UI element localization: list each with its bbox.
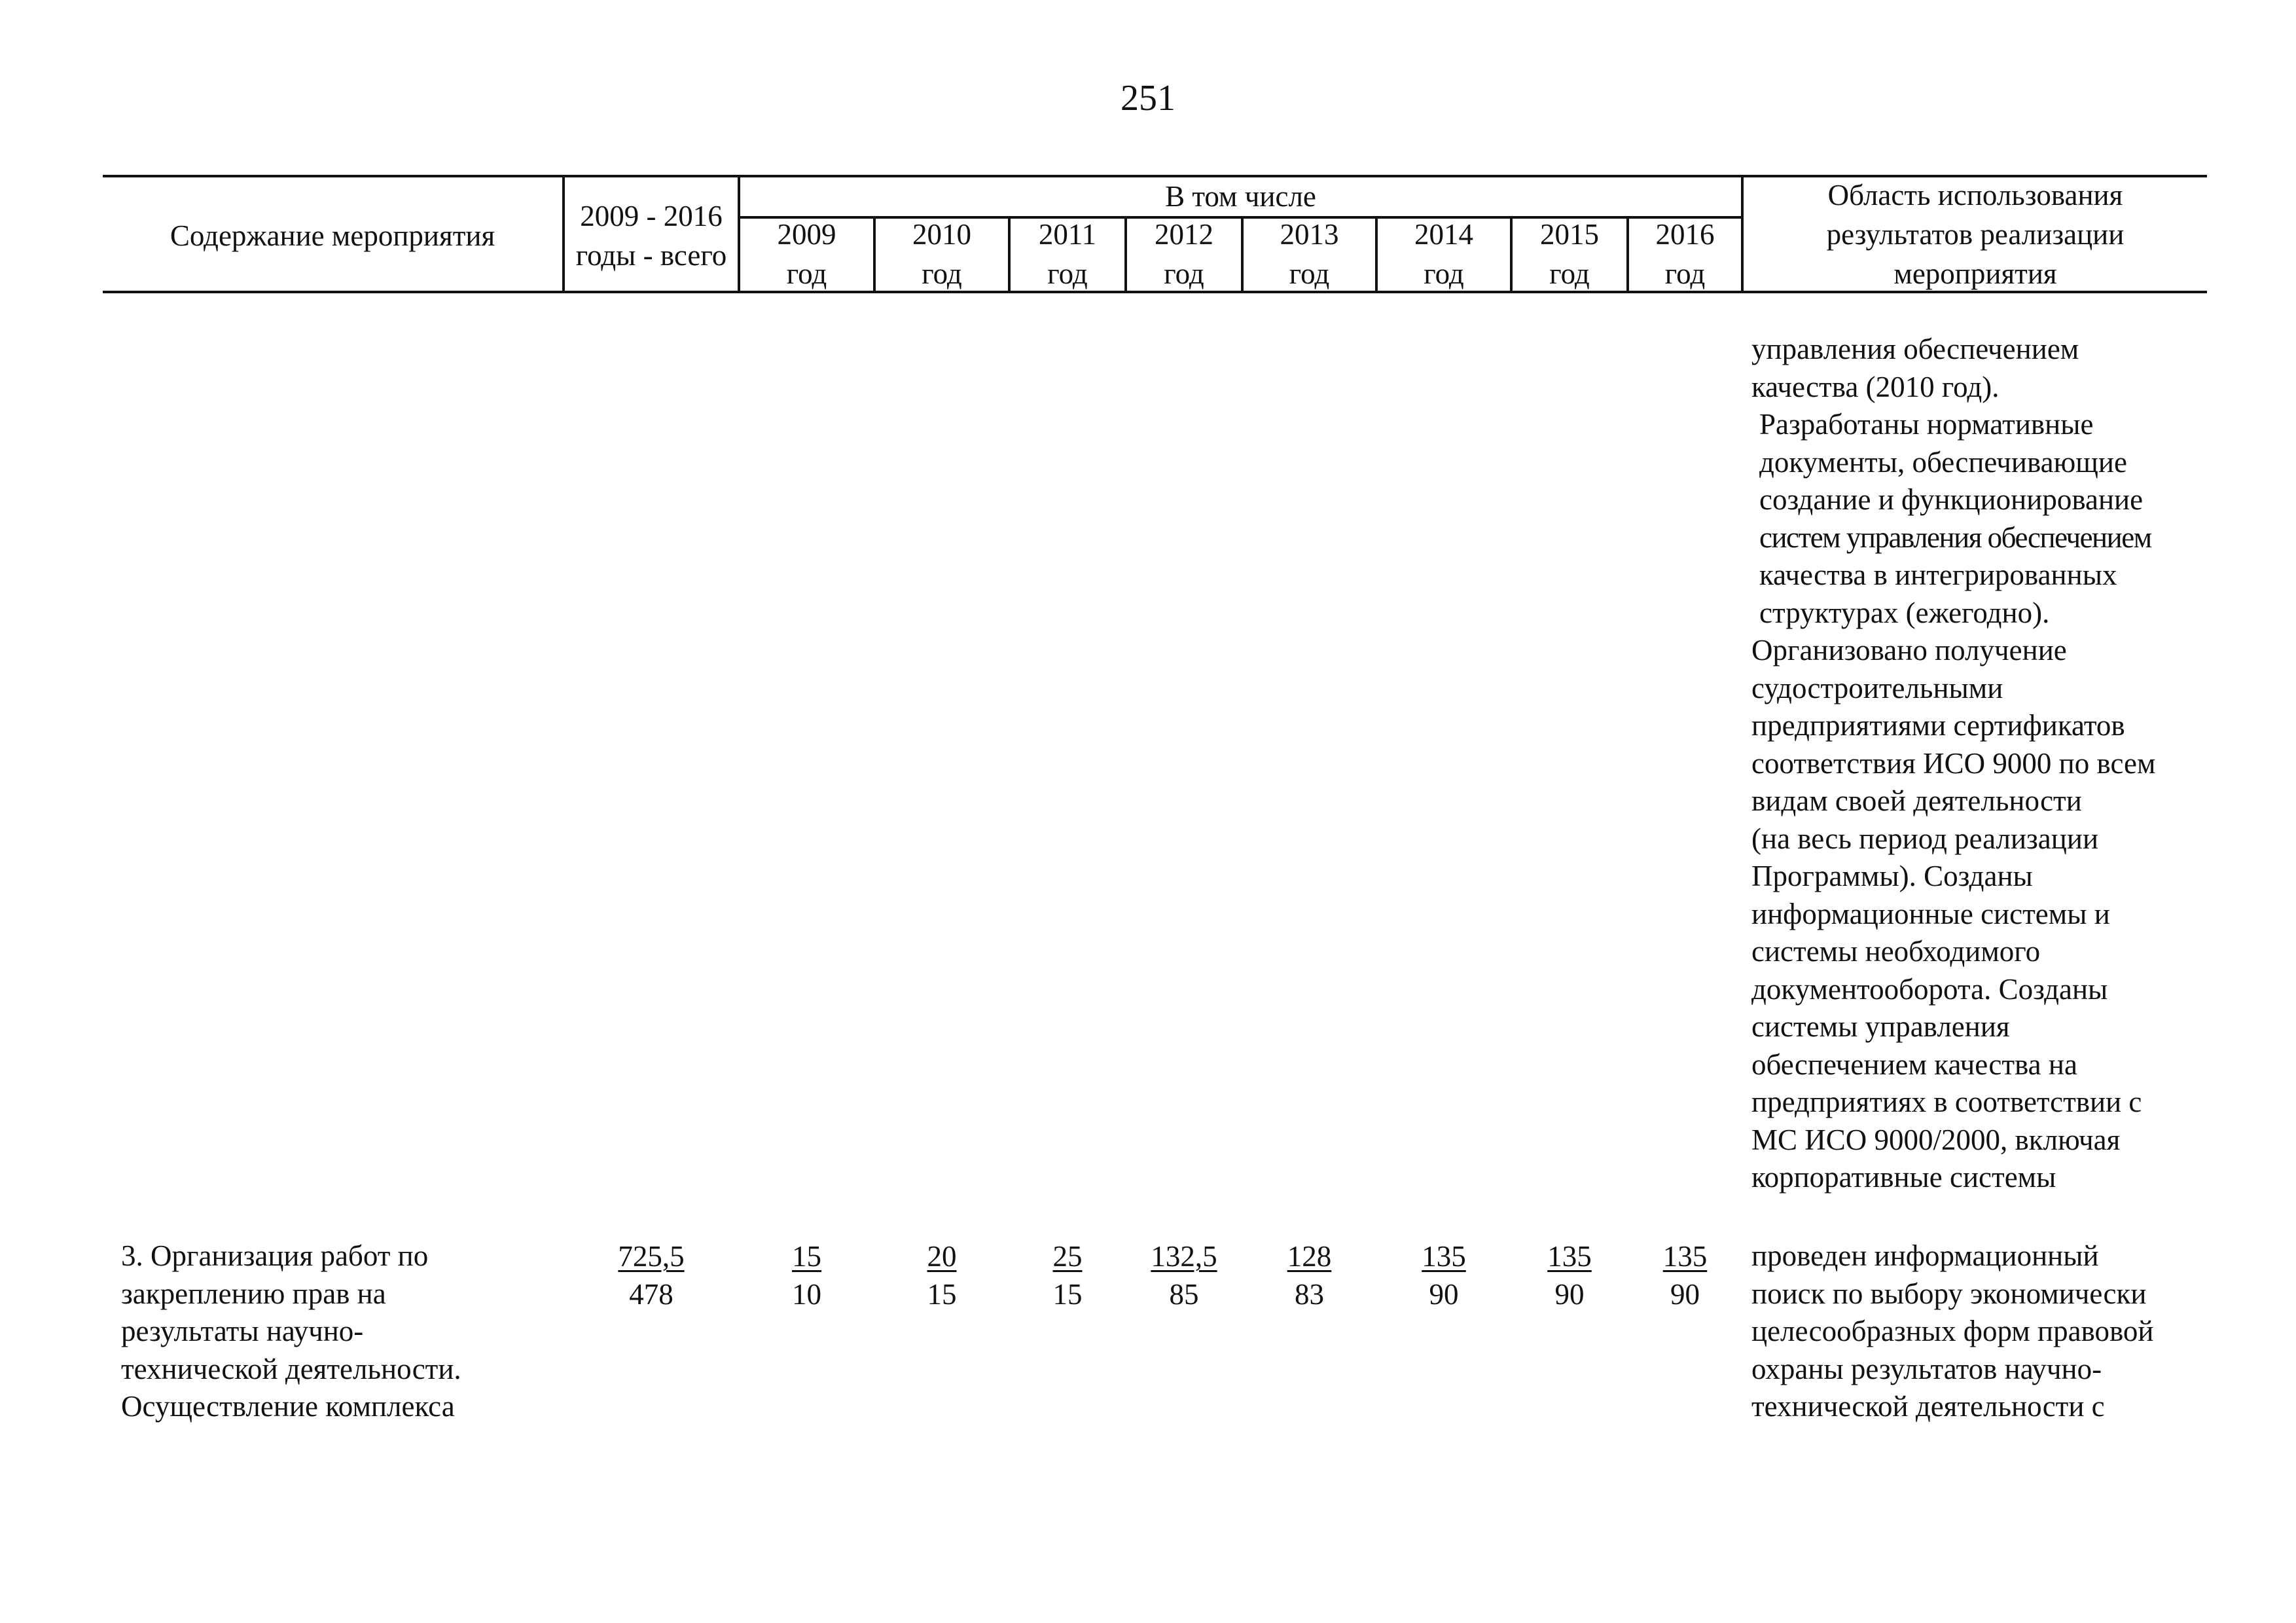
text-line: Организовано получение [1751, 634, 2067, 666]
text-line: соответствия ИСО 9000 по всем [1751, 746, 2156, 780]
value-fact: 90 [1670, 1278, 1700, 1311]
row3-2013 [1244, 1237, 1375, 1313]
text-line: закреплению прав на [121, 1277, 386, 1310]
value-plan: 135 [1422, 1240, 1466, 1273]
year-unit: год [922, 257, 962, 290]
value-plan: 135 [1547, 1240, 1592, 1273]
text-line: технической деятельности. [121, 1352, 461, 1385]
year-unit: год [1549, 257, 1590, 290]
text-line: охраны результатов научно- [1751, 1352, 2102, 1385]
row3-2012 [1127, 1237, 1241, 1313]
text-line: информационные системы и [1751, 897, 2110, 930]
text-line: результаты научно- [121, 1315, 364, 1347]
header-including: В том числе [1165, 180, 1316, 213]
row3-2010 [876, 1237, 1008, 1313]
value-plan: 25 [1052, 1240, 1083, 1273]
value-fact: 83 [1295, 1278, 1324, 1311]
text-line: корпоративные системы [1751, 1161, 2056, 1194]
year-unit: год [1164, 257, 1204, 290]
value-plan: 128 [1287, 1240, 1332, 1273]
header-total-line2: годы - всего [575, 239, 727, 272]
text-line: системы управления [1751, 1010, 2010, 1043]
text-line: структурах (ежегодно). [1759, 596, 2050, 629]
value-fact: 15 [1052, 1278, 1083, 1311]
header-total [565, 196, 738, 275]
text-line: предприятиях в соответствии с [1751, 1085, 2142, 1118]
row3-2016 [1629, 1237, 1741, 1313]
year-label: 2010 [912, 218, 971, 251]
text-line: МС ИСО 9000/2000, включая [1751, 1123, 2121, 1156]
value-fact: 90 [1554, 1278, 1585, 1311]
header-year-2011 [1011, 215, 1124, 293]
text-line: создание и функционирование [1759, 483, 2144, 516]
year-label: 2013 [1280, 218, 1339, 251]
year-unit: год [786, 257, 827, 290]
text-line: документооборота. Созданы [1751, 972, 2108, 1006]
row3-2014 [1378, 1237, 1510, 1313]
text-line: Программы). Созданы [1751, 860, 2033, 892]
value-fact: 15 [927, 1278, 957, 1311]
text-line: судостроительными [1751, 671, 2003, 704]
value-plan: 132,5 [1151, 1240, 1217, 1273]
row3-area [1751, 1237, 2249, 1426]
year-unit: год [1664, 257, 1706, 290]
row3-activity [121, 1237, 560, 1426]
header-year-2015 [1513, 215, 1626, 293]
value-plan: 135 [1662, 1240, 1708, 1273]
year-unit: год [1047, 257, 1088, 290]
value-fact: 478 [629, 1278, 673, 1311]
text-line: управления обеспечением [1751, 333, 2079, 365]
text-line: Разработаны нормативные [1759, 408, 2094, 441]
year-unit: год [1289, 257, 1330, 290]
text-line: поиск по выбору экономически [1751, 1277, 2147, 1310]
row3-2011 [1011, 1237, 1124, 1313]
year-unit: год [1424, 257, 1464, 290]
text-line: системы необходимого [1751, 935, 2041, 968]
year-label: 2015 [1540, 218, 1599, 251]
header-total-line1: 2009 - 2016 [580, 200, 723, 232]
header-year-2010 [876, 215, 1008, 293]
year-label: 2012 [1155, 218, 1213, 251]
area-continuation-text [1751, 331, 2223, 1197]
header-area [1744, 175, 2207, 293]
text-line: (на весь период реализации [1751, 822, 2099, 855]
value-plan: 20 [927, 1240, 957, 1273]
header-activity: Содержание мероприятия [170, 219, 495, 252]
text-line: 3. Организация работ по [121, 1239, 429, 1272]
page-number: 251 [1121, 78, 1175, 119]
text-line: технической деятельности с [1751, 1390, 2105, 1423]
year-label: 2014 [1414, 218, 1473, 251]
value-fact: 90 [1429, 1278, 1459, 1311]
year-label: 2011 [1038, 218, 1097, 251]
text-line: Осуществление комплекса [121, 1390, 455, 1423]
row3-total [565, 1237, 738, 1313]
value-plan: 15 [792, 1240, 821, 1273]
header-year-2012 [1127, 215, 1241, 293]
value-fact: 85 [1169, 1278, 1199, 1311]
year-label: 2009 [777, 218, 836, 251]
text-line: документы, обеспечивающие [1759, 445, 2127, 479]
header-year-2009 [740, 215, 873, 293]
header-area-line1: Область использования [1827, 179, 2123, 211]
header-year-2014 [1378, 215, 1510, 293]
value-plan: 725,5 [618, 1240, 685, 1273]
row3-2009 [740, 1237, 873, 1313]
text-line: обеспечением качества на [1751, 1048, 2077, 1081]
text-line: целесообразных форм правовой [1751, 1315, 2154, 1347]
year-label: 2016 [1655, 218, 1715, 251]
text-line: видам своей деятельности [1751, 784, 2082, 817]
header-year-2016 [1629, 215, 1741, 293]
text-line: качества в интегрированных [1759, 558, 2117, 591]
text-line: систем управления обеспечением [1759, 520, 2151, 554]
text-line: качества (2010 год). [1751, 370, 2000, 403]
value-fact: 10 [792, 1278, 821, 1311]
row3-2015 [1513, 1237, 1626, 1313]
header-area-line3: мероприятия [1893, 257, 2057, 290]
text-line: предприятиями сертификатов [1751, 709, 2125, 742]
header-year-2013 [1244, 215, 1375, 293]
header-area-line2: результатов реализации [1826, 218, 2125, 251]
text-line: проведен информационный [1751, 1239, 2099, 1272]
